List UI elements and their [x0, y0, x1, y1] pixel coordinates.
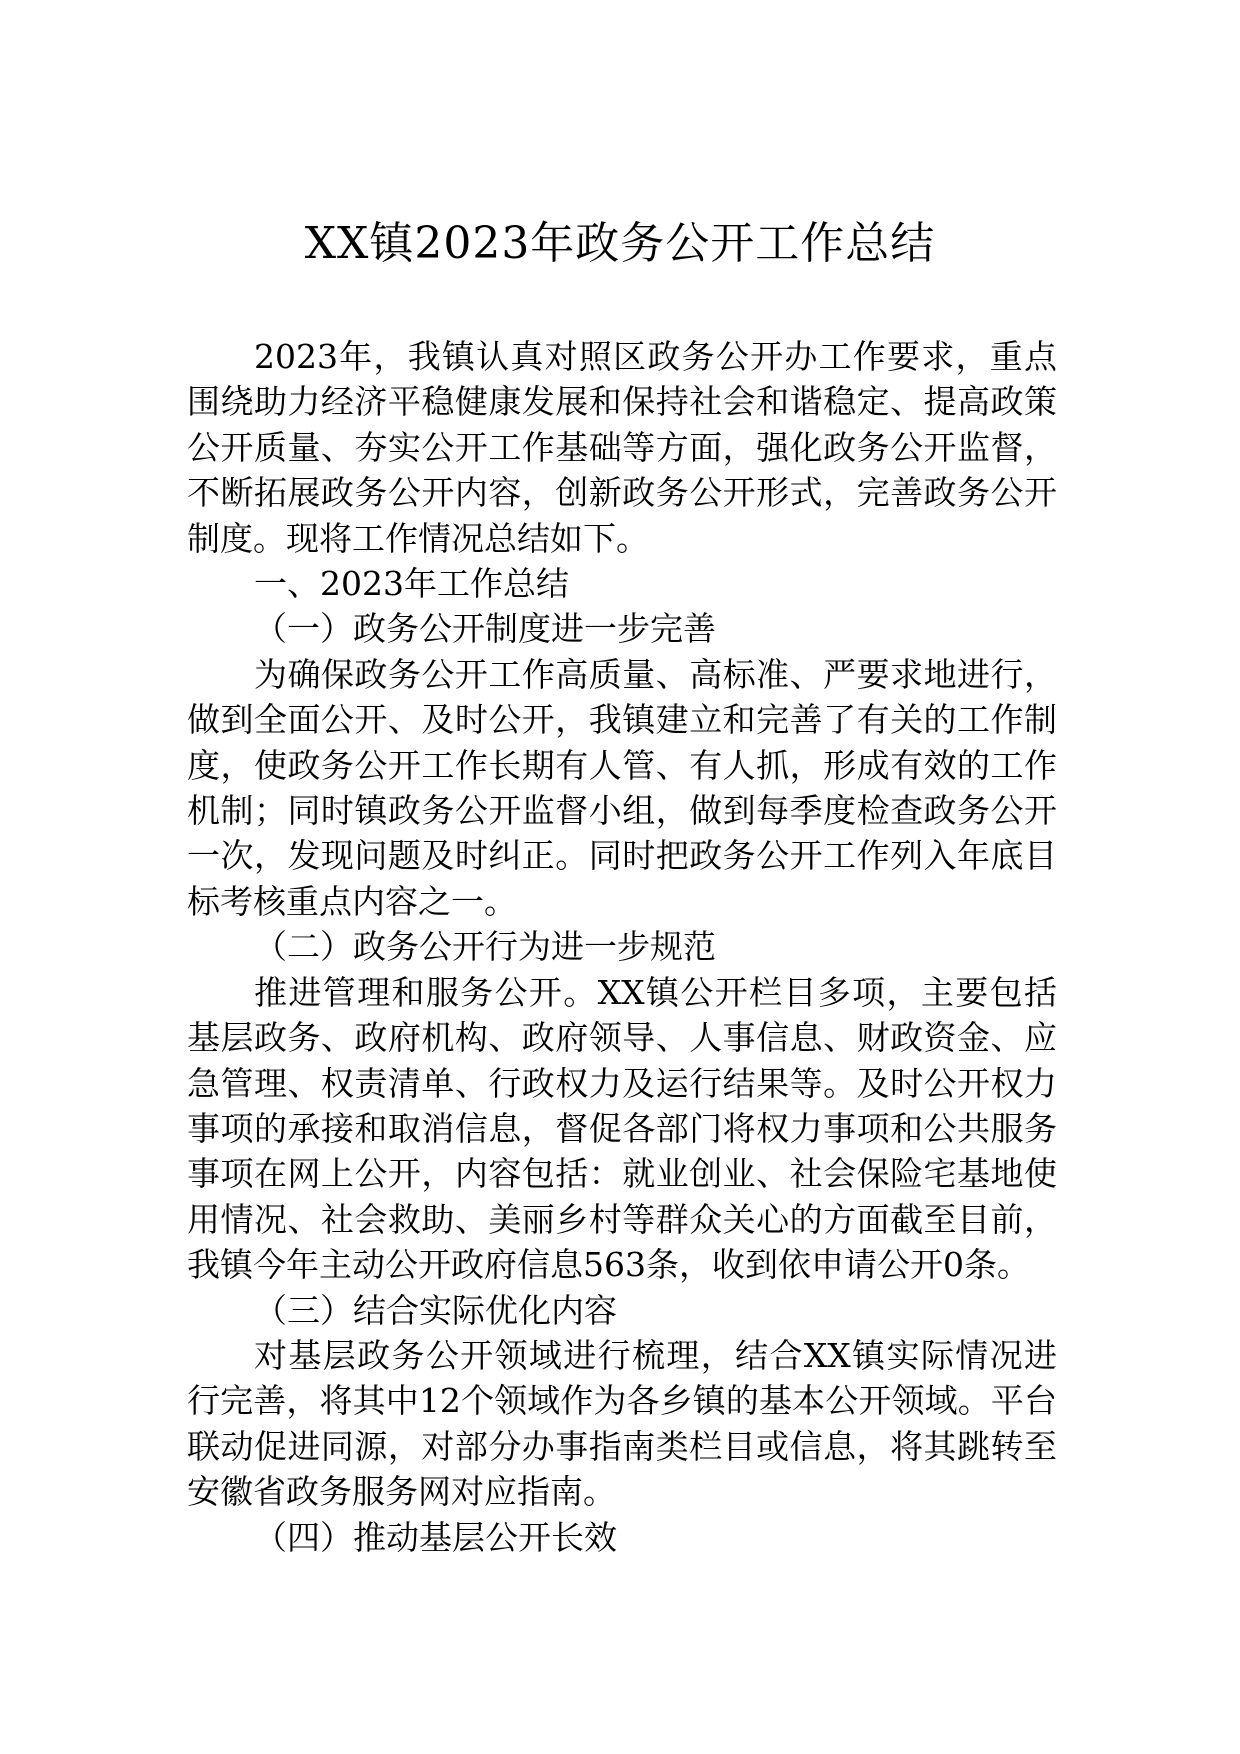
paragraph-behavior: 推进管理和服务公开。XX镇公开栏目多项，主要包括基层政务、政府机构、政府领导、人事信息、财政资金、应急管理、权责清单、行政权力及运行结果等。及时公开权力事项的承接和取消信息，督促各部门将权力事项和公共服务事项在网上公开，内容包括：就业创业、社会保险宅基地使用情况、社会救助、美丽乡村等群众关心的方面截至目前，我镇今年主动公开政府信息563条，收到依申请公开0条。 — [187, 972, 1057, 1285]
paragraph-content: 对基层政务公开领域进行梳理，结合XX镇实际情况进行完善，将其中12个领域作为各乡镇的基本公开领域。平台联动促进同源，对部分办事指南类栏目或信息，将其跳转至安徽省政务服务网对应指南。 — [187, 1335, 1057, 1512]
intro-paragraph: 2023年，我镇认真对照区政务公开办工作要求，重点围绕助力经济平稳健康发展和保持社会和谐稳定、提高政策公开质量、夯实公开工作基础等方面，强化政务公开监督，不断拓展政务公开内容，创新政务公开形式，完善政务公开制度。现将工作情况总结如下。 — [187, 337, 1057, 558]
subsection-heading-4: （四）推动基层公开长效 — [254, 1517, 617, 1557]
subsection-heading-2: （二）政务公开行为进一步规范 — [254, 927, 716, 967]
document-title: XX镇2023年政务公开工作总结 — [304, 218, 936, 269]
subsection-heading-1: （一）政务公开制度进一步完善 — [254, 609, 716, 649]
document-body — [187, 334, 1057, 1560]
paragraph-system: 为确保政务公开工作高质量、高标准、严要求地进行，做到全面公开、及时公开，我镇建立和完善了有关的工作制度，使政务公开工作长期有人管、有人抓，形成有效的工作机制；同时镇政务公开监督小组，做到每季度检查政务公开一次，发现问题及时纠正。同时把政务公开工作列入年底目标考核重点内容之一。 — [187, 654, 1057, 921]
section-heading-1: 一、2023年工作总结 — [254, 564, 569, 604]
subsection-heading-3: （三）结合实际优化内容 — [254, 1290, 617, 1330]
